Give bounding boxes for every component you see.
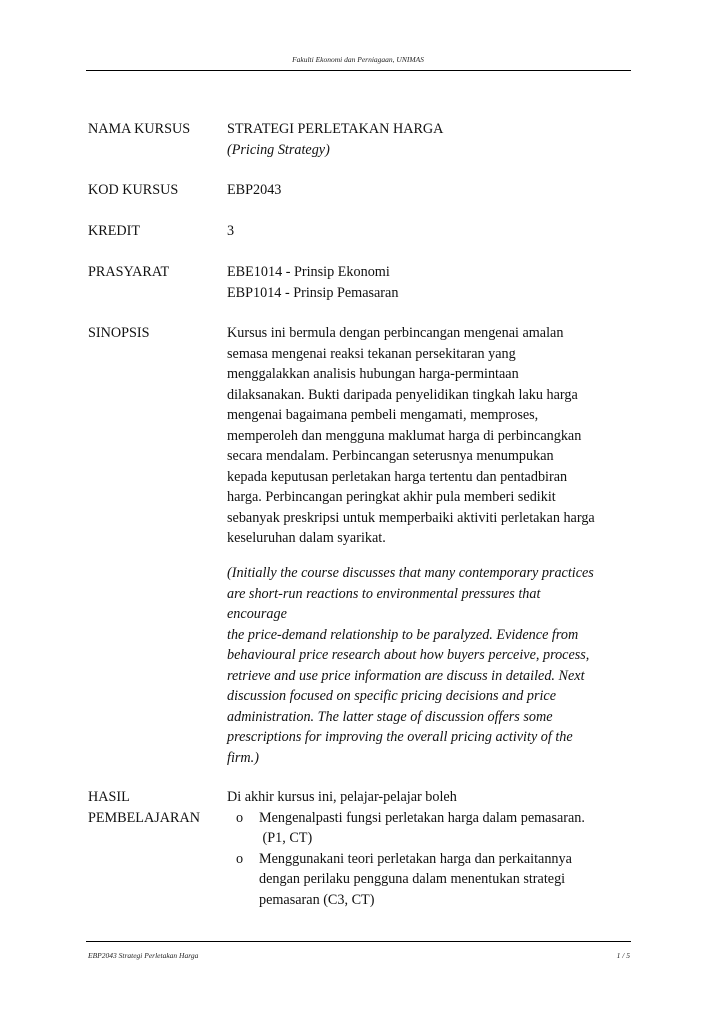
credit-value: 3 (227, 223, 235, 239)
synopsis-english-line: are short-run reactions to environmental pressures that (227, 585, 541, 602)
page-header-faculty: Fakulti Ekonomi dan Perniagaan, UNIMAS (292, 55, 424, 64)
course-code-label: KOD KURSUS (88, 182, 179, 198)
synopsis-malay-line: harga. Perbincangan peringkat akhir pula memberi sedikit (227, 489, 556, 505)
synopsis-english (227, 563, 612, 768)
footer-course-title: EBP2043 Strategi Perletakan Harga (88, 951, 199, 960)
header-divider (86, 70, 631, 71)
synopsis-malay-line: sebanyak preskripsi untuk memperbaiki aktiviti perletakan harga (227, 509, 595, 526)
prerequisite-item: EBP1014 - Prinsip Pemasaran (227, 284, 399, 301)
synopsis-malay-line: mengenai bagaimana pembeli mengamati, memproses, (227, 407, 539, 423)
bullet-icon: o (236, 809, 244, 826)
list-item (227, 808, 612, 849)
course-name-label: NAMA KURSUS (88, 121, 191, 137)
synopsis-malay-line: menggalakkan analisis hubungan harga-permintaan (227, 366, 519, 382)
prerequisite-item: EBE1014 - Prinsip Ekonomi (227, 264, 390, 280)
bullet-icon: o (236, 850, 244, 867)
synopsis-malay-line: kepada keputusan perletakan harga tertentu dan pentadbiran (227, 468, 568, 485)
outcome-text: Mengenalpasti fungsi perletakan harga dalam pemasaran. (259, 809, 585, 826)
course-code-value: EBP2043 (227, 182, 282, 198)
outcome-text: pemasaran (C3, CT) (259, 891, 375, 908)
synopsis-malay-line: memperoleh dan mengguna maklumat harga di perbincangkan (227, 427, 582, 444)
course-name-english: (Pricing Strategy) (227, 141, 330, 158)
learning-outcomes-label (88, 787, 223, 828)
synopsis-malay-line: dilaksanakan. Bukti daripada penyelidikan tingkah laku harga (227, 386, 578, 403)
synopsis-english-line: prescriptions for improving the overall pricing activity of the (227, 729, 573, 745)
learning-outcomes-content (227, 787, 612, 910)
prerequisite-label: PRASYARAT (88, 264, 170, 280)
list-item (227, 849, 612, 911)
prerequisite-list (227, 262, 612, 303)
synopsis-malay-line: secara mendalam. Perbincangan seterusnya menumpukan (227, 448, 554, 464)
synopsis-english-line: the price-demand relationship to be paralyzed. Evidence from (227, 626, 579, 643)
synopsis-english-line: discussion focused on specific pricing decisions and price (227, 688, 557, 704)
credit-label: KREDIT (88, 223, 141, 239)
synopsis-english-line: administration. The latter stage of discussion offers some (227, 708, 553, 725)
outcome-text: dengan perilaku pengguna dalam menentukan strategi (259, 871, 566, 887)
learning-outcomes-intro: Di akhir kursus ini, pelajar-pelajar boleh (227, 789, 457, 805)
synopsis-english-line: retrieve and use price information are discuss in detailed. Next (227, 667, 585, 684)
synopsis-malay-line: semasa mengenai reaksi tekanan persekitaran yang (227, 345, 516, 362)
learning-outcomes-label-line2: PEMBELAJARAN (88, 809, 200, 826)
synopsis-malay-line: Kursus ini bermula dengan perbincangan mengenai amalan (227, 325, 564, 341)
outcome-text: Menggunakani teori perletakan harga dan perkaitannya (259, 850, 572, 867)
synopsis-english-line: behavioural price research about how buyers perceive, process, (227, 647, 590, 663)
course-name-value: STRATEGI PERLETAKAN HARGA (227, 121, 444, 137)
outcome-text: (P1, CT) (259, 830, 313, 846)
learning-outcomes-label-line1: HASIL (88, 789, 130, 805)
footer-divider (86, 941, 631, 942)
course-name-value-block (227, 119, 612, 160)
synopsis-english-line: firm.) (227, 749, 259, 766)
footer-page-number: 1 / 5 (616, 951, 630, 960)
synopsis-malay-line: keseluruhan dalam syarikat. (227, 530, 386, 546)
synopsis-label: SINOPSIS (88, 325, 150, 341)
synopsis-malay (227, 323, 612, 549)
synopsis-english-line: (Initially the course discusses that many contemporary practices (227, 565, 594, 581)
synopsis-english-line: encourage (227, 606, 287, 622)
